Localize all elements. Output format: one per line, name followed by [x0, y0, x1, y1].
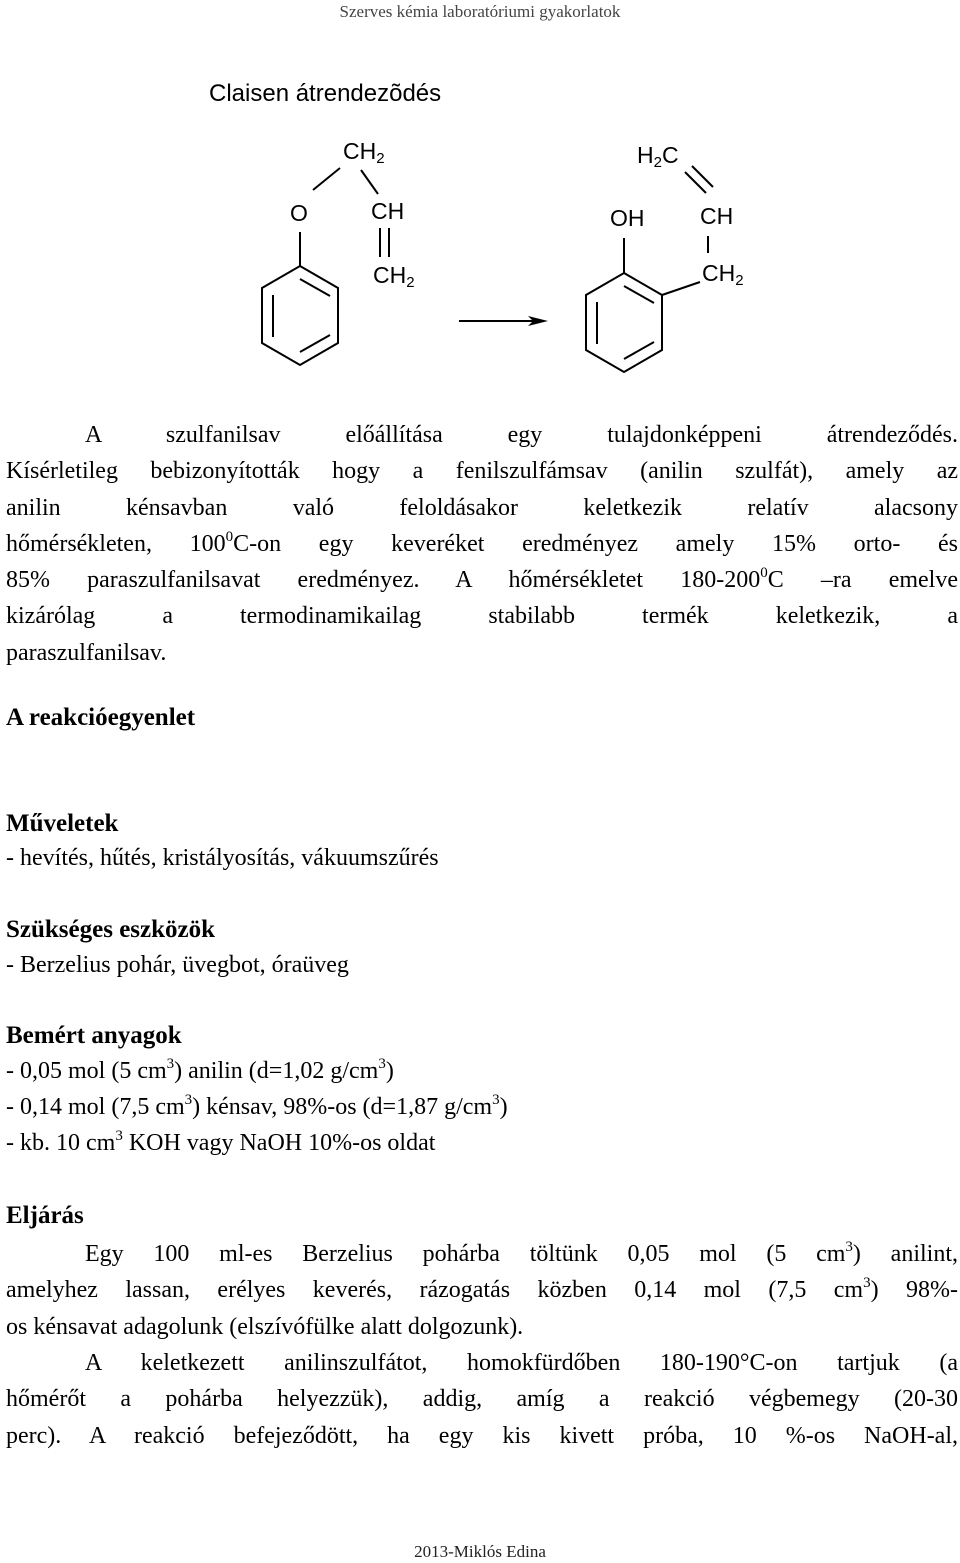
right-oh-label: OH — [610, 205, 645, 231]
tools-item: - Berzelius pohár, üvegbot, óraüveg — [6, 952, 349, 978]
right-h2c-label: $H_2C$ — [637, 142, 679, 171]
material-item: - kb. 10 $cm^3$ KOH vagy NaOH 10%-os oldat — [6, 1128, 436, 1156]
left-ch2-top-label: $CH_2$ — [343, 138, 385, 167]
left-ch2-bottom-label: $CH_2$ — [373, 262, 415, 291]
procedure-paragraph-1 — [6, 1236, 958, 1345]
intro-line: kizárólag a termodinamikailag stabilabb termék keletkezik, a — [6, 603, 958, 630]
tools-heading: Szükséges eszközök — [6, 916, 216, 943]
procedure-line: os kénsavat adagolunk (elszívófülke alatt dolgozunk). — [6, 1313, 524, 1340]
intro-line: hőmérsékleten, $100^0C-on$ egy keveréket eredményez amely 15% orto- és — [6, 528, 958, 557]
right-ch-label: CH — [700, 203, 734, 229]
procedure-line: A keletkezett anilinszulfátot, homokfürdőben 180-190°C-on tartjuk (a — [85, 1350, 958, 1376]
claisen-reaction-scheme — [0, 0, 960, 420]
operations-item: - hevítés, hűtés, kristályosítás, vákuumszűrés — [6, 845, 439, 871]
intro-line: 85% paraszulfanilsavat eredményez. A hőmérsékletet $180-200^0C$ –ra emelve — [6, 565, 958, 594]
oxygen-label: O — [290, 200, 308, 226]
procedure-heading: Eljárás — [6, 1202, 84, 1229]
page-footer: 2013-Miklós Edina — [414, 1542, 546, 1561]
intro-line: Kísérletileg bebizonyították hogy a fenilszulfámsav (anilin szulfát), amely az — [6, 458, 958, 485]
reaction-title: Claisen átrendezõdés — [209, 80, 442, 107]
reaction-equation-heading: A reakcióegyenlet — [6, 704, 196, 731]
page-header: Szerves kémia laboratóriumi gyakorlatok — [339, 2, 621, 21]
operations-heading: Műveletek — [6, 810, 119, 837]
procedure-line: hőmérőt a pohárba helyezzük), addig, amíg a reakció végbemegy (20-30 — [6, 1386, 958, 1413]
materials-heading: Bemért anyagok — [6, 1022, 182, 1049]
procedure-paragraph-2 — [6, 1345, 958, 1454]
procedure-line: amelyhez lassan, erélyes keverés, rázogatás közben 0,14 mol (7,5 $cm^3$) 98%- — [6, 1275, 958, 1304]
material-item: - 0,05 mol (5 $cm^3$) anilin (d=1,02 $g/cm^3$) — [6, 1056, 394, 1084]
material-item: - 0,14 mol (7,5 $cm^3$) kénsav, 98%-os (d=1,87 $g/cm^3$) — [6, 1092, 508, 1120]
right-ch2-label: $CH_2$ — [702, 260, 744, 289]
procedure-line: perc). A reakció befejeződött, ha egy kis kivett próba, 10 %-os NaOH-al, — [6, 1422, 958, 1449]
intro-paragraph — [6, 417, 958, 671]
intro-line: A szulfanilsav előállítása egy tulajdonképpeni átrendeződés. — [85, 422, 958, 448]
procedure-line: Egy 100 ml-es Berzelius pohárba töltünk 0,05 mol (5 $cm^3$) anilint, — [85, 1239, 958, 1267]
intro-line: anilin kénsavban való feloldásakor keletkezik relatív alacsony — [6, 494, 958, 521]
intro-line: paraszulfanilsav. — [6, 639, 167, 666]
left-ch-label: CH — [371, 198, 405, 224]
